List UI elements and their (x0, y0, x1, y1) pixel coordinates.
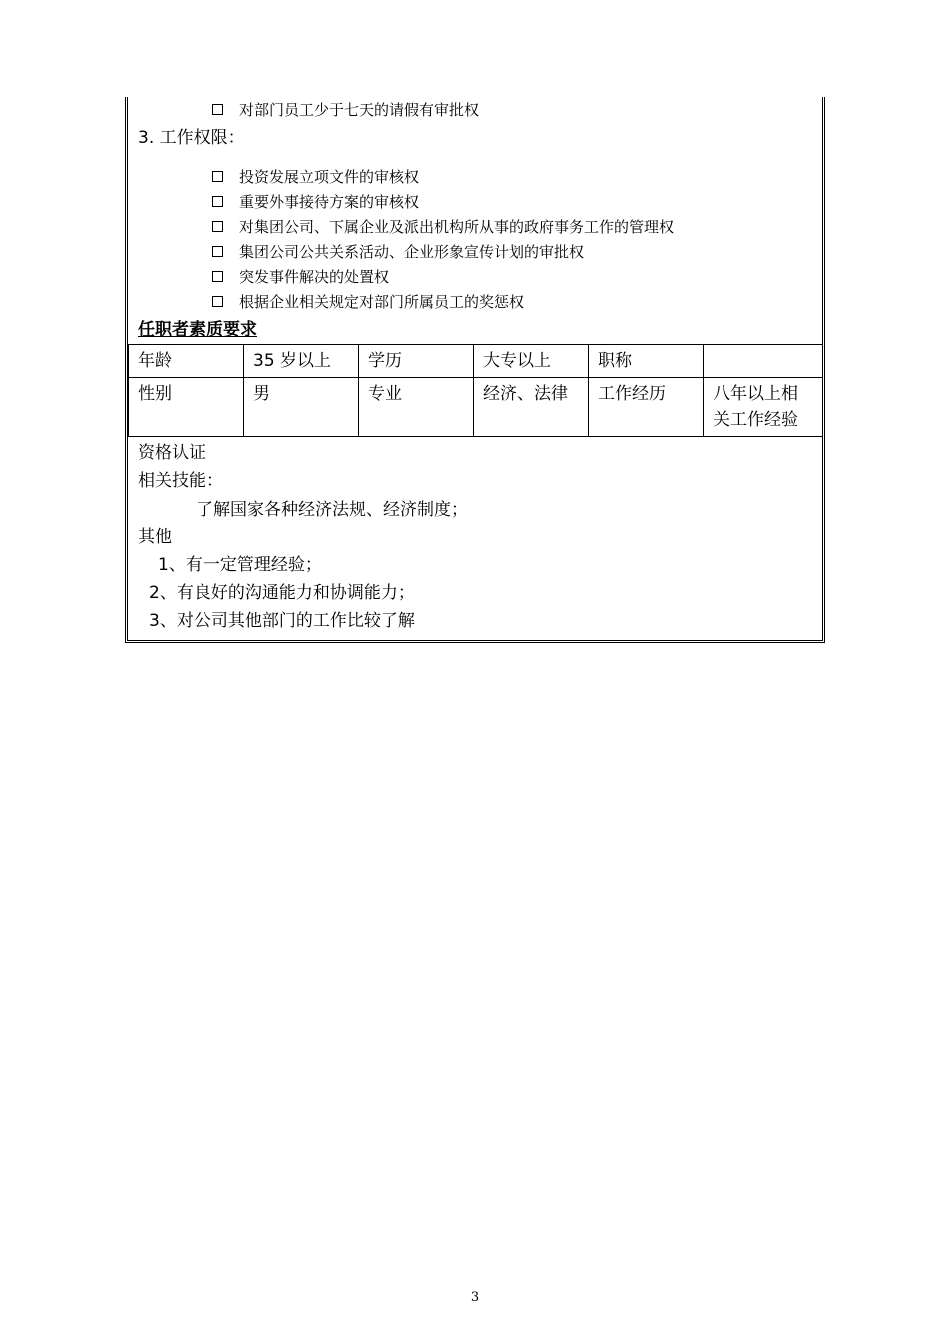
table-cell (704, 345, 823, 378)
qualification-table (128, 344, 823, 437)
skills-label: 相关技能： (138, 471, 223, 491)
table-cell: 大专以上 (474, 345, 589, 378)
other-label: 其他 (138, 527, 172, 547)
page-number: 3 (470, 1290, 480, 1305)
table-cell: 男 (244, 378, 359, 437)
table-cell: 八年以上相关工作经验 (704, 378, 823, 437)
other-item: 2、有良好的沟通能力和协调能力； (149, 583, 415, 603)
authority-item: 根据企业相关规定对部门所属员工的奖惩权 (212, 291, 524, 313)
cert-label: 资格认证 (138, 443, 206, 463)
table-cell: 性别 (129, 378, 244, 437)
table-cell: 专业 (359, 378, 474, 437)
other-item: 3、对公司其他部门的工作比较了解 (149, 611, 415, 631)
section-3-heading: 3. 工作权限： (138, 128, 245, 148)
table-cell: 年龄 (129, 345, 244, 378)
table-cell: 职称 (589, 345, 704, 378)
checkbox-square-icon (212, 271, 223, 282)
authority-item: 集团公司公共关系活动、企业形象宣传计划的审批权 (212, 241, 584, 263)
other-item: 1、有一定管理经验； (158, 555, 322, 575)
checkbox-square-icon (212, 104, 223, 115)
document-frame (125, 97, 825, 643)
table-cell: 工作经历 (589, 378, 704, 437)
table-row (129, 345, 823, 378)
table-cell: 经济、法律 (474, 378, 589, 437)
authority-item: 突发事件解决的处置权 (212, 266, 389, 288)
authority-item: 重要外事接待方案的审核权 (212, 191, 419, 213)
checkbox-square-icon (212, 246, 223, 257)
qualification-title: 任职者素质要求 (138, 320, 257, 340)
table-cell: 学历 (359, 345, 474, 378)
table-row (129, 378, 823, 437)
top-bullet-item: 对部门员工少于七天的请假有审批权 (212, 99, 479, 121)
checkbox-square-icon (212, 171, 223, 182)
authority-item: 投资发展立项文件的审核权 (212, 166, 419, 188)
checkbox-square-icon (212, 196, 223, 207)
table-cell: 35 岁以上 (244, 345, 359, 378)
checkbox-square-icon (212, 296, 223, 307)
skills-text: 了解国家各种经济法规、经济制度； (196, 500, 468, 520)
checkbox-square-icon (212, 221, 223, 232)
authority-item: 对集团公司、下属企业及派出机构所从事的政府事务工作的管理权 (212, 216, 674, 238)
